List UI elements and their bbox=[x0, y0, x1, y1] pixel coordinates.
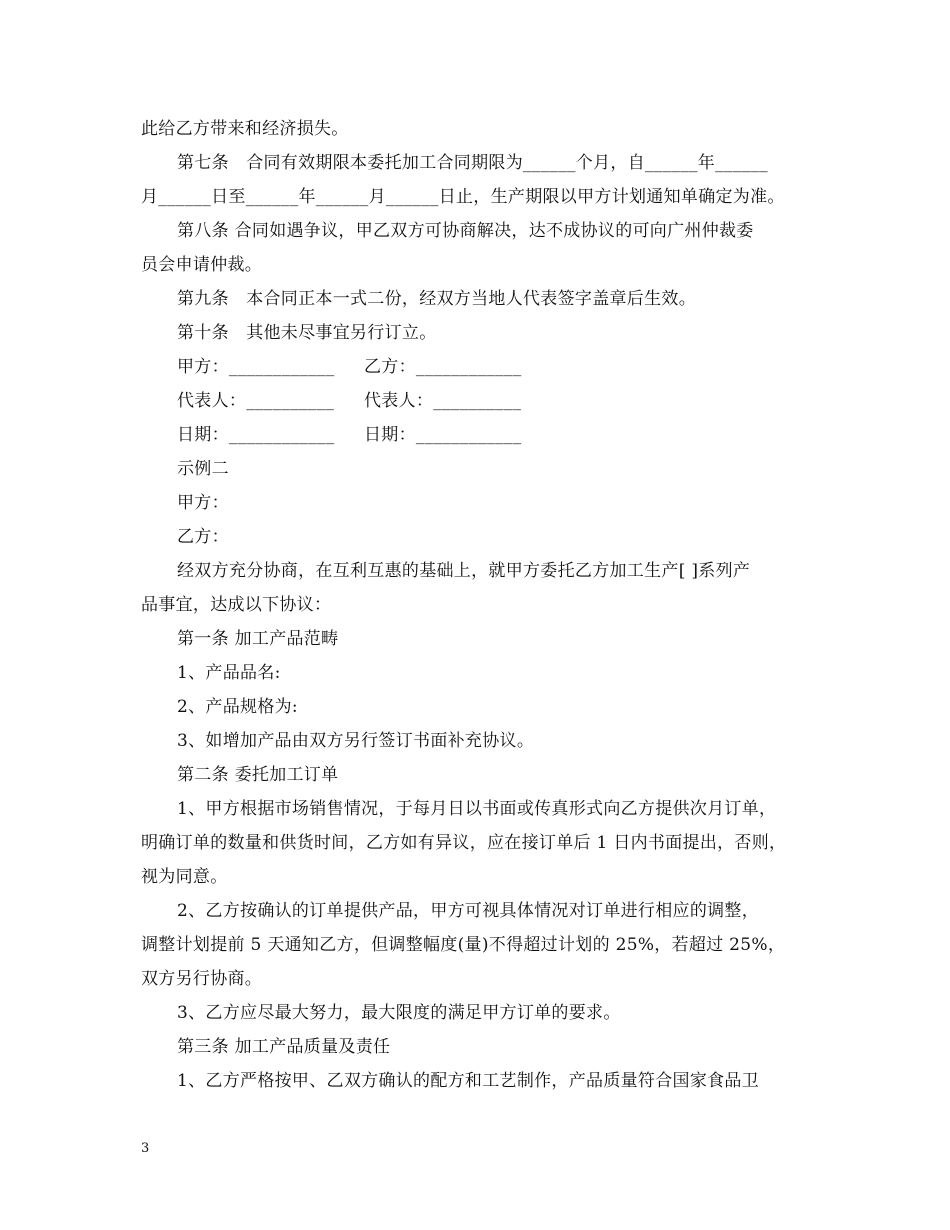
article-2-p3: 3、乙方应尽最大努力，最大限度的满足甲方订单的要求。 bbox=[177, 1003, 621, 1023]
signature-date-a: 日期：____________ bbox=[177, 425, 335, 445]
example-party-b: 乙方： bbox=[177, 527, 229, 547]
intro-line-1: 经双方充分协商，在互利互惠的基础上，就甲方委托乙方加工生产[ ]系列产 bbox=[177, 561, 751, 581]
article-2-p1-line-1: 1、甲方根据市场销售情况，于每月日以书面或传真形式向乙方提供次月订单， bbox=[177, 799, 777, 819]
article-2-p2-line-3: 双方另行协商。 bbox=[141, 969, 263, 989]
signature-party-a: 甲方：____________ bbox=[177, 357, 335, 377]
article-3-title: 第三条 加工产品质量及责任 bbox=[177, 1037, 391, 1057]
article-9: 第九条 本合同正本一式二份，经双方当地人代表签字盖章后生效。 bbox=[177, 289, 696, 309]
signature-date-b: 日期：____________ bbox=[364, 425, 522, 445]
article-3-p1-line-1: 1、乙方严格按甲、乙双方确认的配方和工艺制作，产品质量符合国家食品卫 bbox=[177, 1071, 760, 1091]
signature-party-b: 乙方：____________ bbox=[364, 357, 522, 377]
example-party-a: 甲方： bbox=[177, 493, 229, 513]
article-1-item-1: 1、产品品名: bbox=[177, 663, 281, 683]
article-7-line-2: 月______日至______年______月______日止，生产期限以甲方计划通知单确定为准。 bbox=[141, 187, 785, 207]
article-10: 第十条 其他未尽事宜另行订立。 bbox=[177, 323, 437, 343]
example-heading: 示例二 bbox=[177, 459, 229, 479]
article-2-title: 第二条 委托加工订单 bbox=[177, 765, 339, 785]
article-2-p1-line-3: 视为同意。 bbox=[141, 867, 228, 887]
article-2-p2-line-2: 调整计划提前 5 天通知乙方，但调整幅度(量)不得超过计划的 25%，若超过 25%， bbox=[141, 935, 786, 955]
article-8-line-1: 第八条 合同如遇争议，甲乙双方可协商解决，达不成协议的可向广州仲裁委 bbox=[177, 221, 754, 241]
page-number: 3 bbox=[141, 1141, 150, 1156]
signature-rep-b: 代表人：__________ bbox=[364, 391, 522, 411]
article-2-p2-line-1: 2、乙方按确认的订单提供产品，甲方可视具体情况对订单进行相应的调整， bbox=[177, 901, 760, 921]
article-2-p1-line-2: 明确订单的数量和供货时间，乙方如有异议，应在接订单后 1 日内书面提出，否则， bbox=[141, 833, 787, 853]
article-1-item-3: 3、如增加产品由双方另行签订书面补充协议。 bbox=[177, 731, 535, 751]
article-7-line-1: 第七条 合同有效期限本委托加工合同期限为______个月，自______年______ bbox=[177, 153, 768, 173]
article-1-title: 第一条 加工产品范畴 bbox=[177, 629, 339, 649]
article-1-item-2: 2、产品规格为: bbox=[177, 697, 298, 717]
text-line: 此给乙方带来和经济损失。 bbox=[141, 119, 349, 139]
article-8-line-2: 员会申请仲裁。 bbox=[141, 255, 263, 275]
intro-line-2: 品事宜，达成以下协议： bbox=[141, 595, 332, 615]
signature-rep-a: 代表人：__________ bbox=[177, 391, 335, 411]
